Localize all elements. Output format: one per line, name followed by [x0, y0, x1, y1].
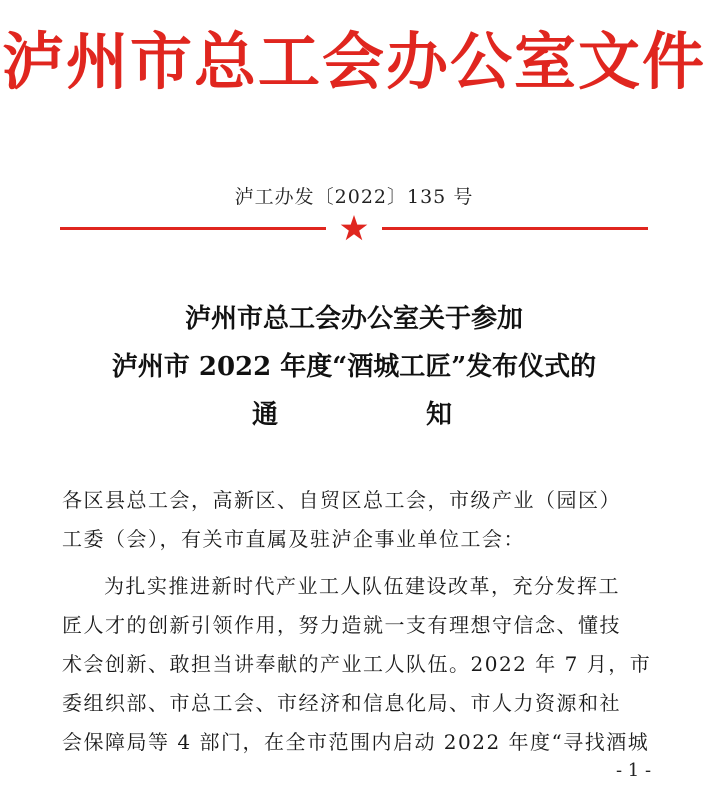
- divider-line-right: [382, 227, 648, 230]
- paragraph-line: 为扎实推进新时代产业工人队伍建设改革，充分发挥工: [104, 574, 620, 598]
- star-icon: [340, 214, 368, 242]
- recipients-line-1: 各区县总工会，高新区、自贸区总工会，市级产业（园区）: [62, 488, 621, 512]
- recipients-line-2: 工委（会），有关市直属及驻泸企事业单位工会：: [62, 527, 525, 551]
- paragraph-line: 术会创新、敢担当讲奉献的产业工人队伍。2022 年 7 月，市: [62, 652, 652, 676]
- paragraph-line: 会保障局等 4 部门，在全市范围内启动 2022 年度“寻找酒城: [62, 730, 650, 754]
- divider-line-left: [60, 227, 326, 230]
- masthead-title: 泸州市总工会办公室文件: [1, 25, 706, 98]
- red-divider: [60, 214, 648, 242]
- notice-title-char-zhi: 知: [426, 400, 453, 430]
- page-number: - 1 -: [616, 760, 652, 781]
- notice-title-line-2: 泸州市 2022 年度“酒城工匠”发布仪式的: [111, 352, 597, 382]
- notice-title-char-tong: 通: [252, 400, 279, 430]
- paragraph-line: 委组织部、市总工会、市经济和信息化局、市人力资源和社: [62, 691, 621, 715]
- notice-title-line-1: 泸州市总工会办公室关于参加: [184, 304, 523, 334]
- document-number: 泸工办发〔2022〕135 号: [234, 186, 474, 208]
- paragraph-line: 匠人才的创新引领作用，努力造就一支有理想守信念、懂技: [62, 613, 621, 637]
